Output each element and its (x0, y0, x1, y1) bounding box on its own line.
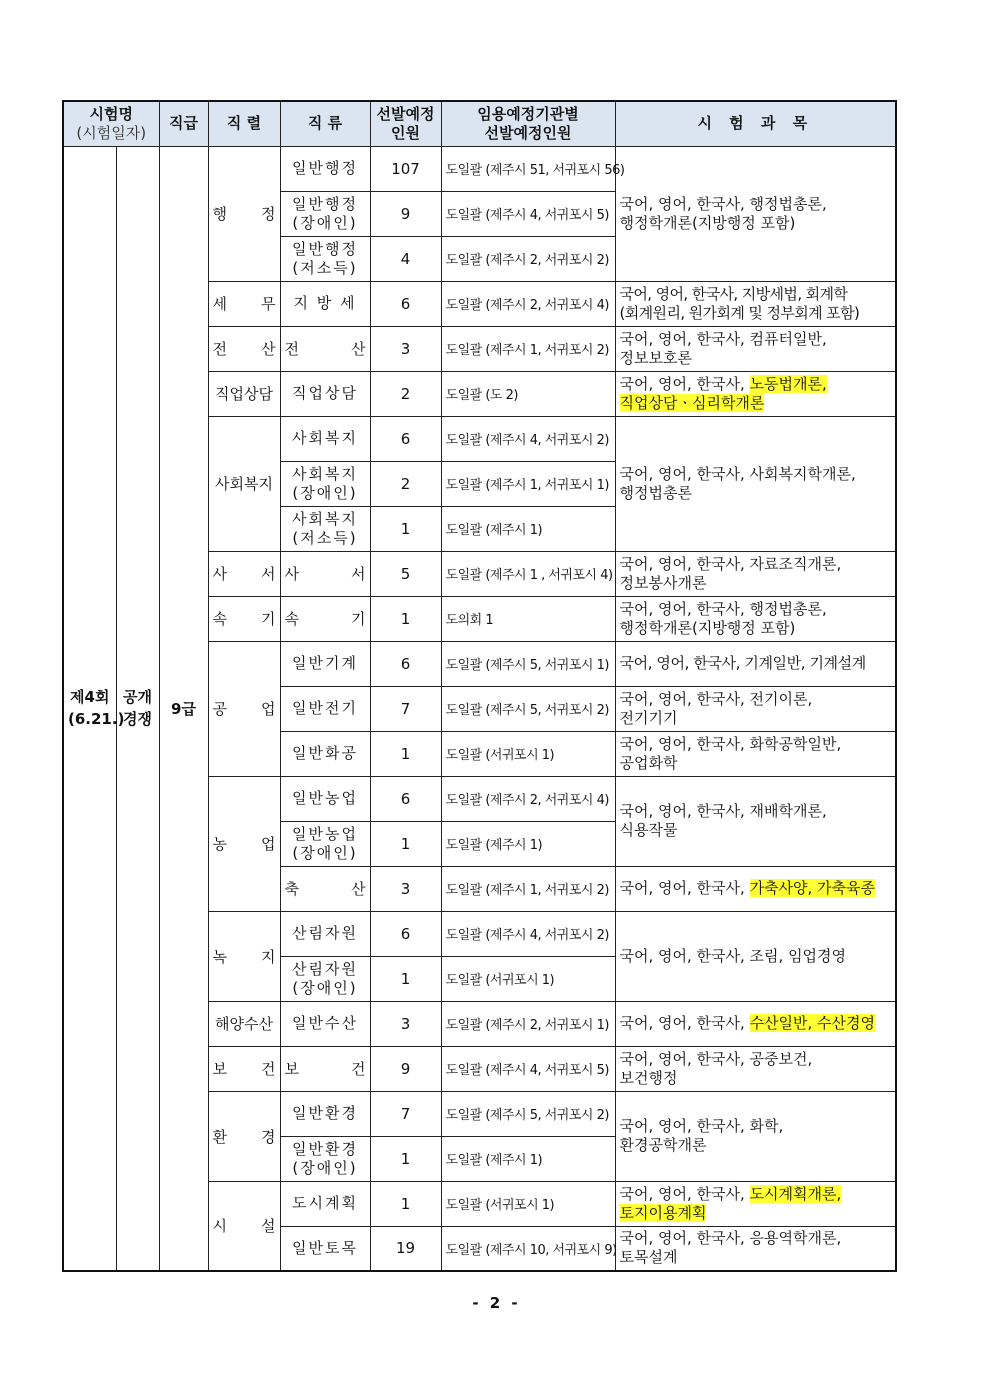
table-row (63, 146, 896, 191)
exam-name: 제4회 (6.21.) (63, 146, 116, 1271)
highlighted-subject: 노동법개론, (749, 374, 827, 393)
agency-cell: 도일괄 (제주시 1, 서귀포시 1) (441, 461, 615, 506)
series-saseo: 사 서 (208, 551, 280, 596)
agency-cell: 도일괄 (제주시 4, 서귀포시 5) (441, 191, 615, 236)
series-bokji: 사회복지 (208, 416, 280, 551)
subjects-nokji: 국어, 영어, 한국사, 조림, 임업경영 (615, 911, 896, 1001)
exam-type: 공개 경쟁 (116, 146, 159, 1271)
subjects-susan (615, 1001, 896, 1046)
rank-cell: 일반화공 (280, 731, 370, 776)
page-number: - 2 - (472, 1294, 521, 1312)
rank-cell: 일반토목 (280, 1226, 370, 1271)
rank-cell: 축 산 (280, 866, 370, 911)
rank-cell: 일반행정 (280, 146, 370, 191)
agency-cell: 도일괄 (제주시 4, 서귀포시 2) (441, 911, 615, 956)
count-cell: 6 (370, 641, 441, 686)
rank-cell: 보 건 (280, 1046, 370, 1091)
count-cell: 2 (370, 371, 441, 416)
count-cell: 3 (370, 1001, 441, 1046)
subjects-hwangyeong: 국어, 영어, 한국사, 화학, 환경공학개론 (615, 1091, 896, 1181)
agency-cell: 도일괄 (서귀포시 1) (441, 1181, 615, 1226)
agency-cell: 도일괄 (제주시 1, 서귀포시 2) (441, 866, 615, 911)
agency-cell: 도일괄 (도 2) (441, 371, 615, 416)
count-cell: 9 (370, 191, 441, 236)
header-series: 직 렬 (208, 101, 280, 146)
header-subjects: 시 험 과 목 (615, 101, 896, 146)
count-cell: 1 (370, 1181, 441, 1226)
series-haengjeong: 행 정 (208, 146, 280, 281)
rank-cell: 산림자원 (장애인) (280, 956, 370, 1001)
subjects-hwagong: 국어, 영어, 한국사, 화학공학일반, 공업화학 (615, 731, 896, 776)
series-haeyang: 해양수산 (208, 1001, 280, 1046)
rank-cell: 산림자원 (280, 911, 370, 956)
header-planned-count: 선발예정 인원 (370, 101, 441, 146)
count-cell: 1 (370, 956, 441, 1001)
rank-cell: 지 방 세 (280, 281, 370, 326)
count-cell: 6 (370, 416, 441, 461)
agency-cell: 도일괄 (제주시 5, 서귀포시 2) (441, 1091, 615, 1136)
series-bogeon: 보 건 (208, 1046, 280, 1091)
count-cell: 1 (370, 506, 441, 551)
highlighted-subject: 수산일반, 수산경영 (749, 1014, 876, 1032)
agency-cell: 도일괄 (제주시 5, 서귀포시 2) (441, 686, 615, 731)
rank-cell: 사회복지 (280, 416, 370, 461)
count-cell: 2 (370, 461, 441, 506)
rank-cell: 일반농업 (280, 776, 370, 821)
rank-cell: 일반환경 (장애인) (280, 1136, 370, 1181)
rank-cell: 일반수산 (280, 1001, 370, 1046)
series-siseol: 시 설 (208, 1181, 280, 1271)
rank-cell: 전 산 (280, 326, 370, 371)
rank-cell: 일반행정 (저소득) (280, 236, 370, 281)
agency-cell: 도의회 1 (441, 596, 615, 641)
count-cell: 1 (370, 731, 441, 776)
rank-cell: 직업상담 (280, 371, 370, 416)
rank-cell: 일반농업 (장애인) (280, 821, 370, 866)
agency-cell: 도일괄 (제주시 2, 서귀포시 1) (441, 1001, 615, 1046)
series-gongeop: 공 업 (208, 641, 280, 776)
agency-cell: 도일괄 (제주시 2, 서귀포시 4) (441, 281, 615, 326)
subjects-semu: 국어, 영어, 한국사, 지방세법, 회계학 (회계원리, 원가회계 및 정부회계 포함) (615, 281, 896, 326)
count-cell: 3 (370, 866, 441, 911)
subjects-bogeon: 국어, 영어, 한국사, 공중보건, 보건행정 (615, 1046, 896, 1091)
series-nokji: 녹 지 (208, 911, 280, 1001)
rank-cell: 도시계획 (280, 1181, 370, 1226)
count-cell: 7 (370, 686, 441, 731)
subjects-jeonsan: 국어, 영어, 한국사, 컴퓨터일반, 정보보호론 (615, 326, 896, 371)
rank-cell: 일반기계 (280, 641, 370, 686)
series-jigeop: 직업상담 (208, 371, 280, 416)
agency-cell: 도일괄 (제주시 10, 서귀포시 9) (441, 1226, 615, 1271)
rank-cell: 사회복지 (장애인) (280, 461, 370, 506)
rank-cell: 일반환경 (280, 1091, 370, 1136)
subjects-tomok: 국어, 영어, 한국사, 응용역학개론, 토목설계 (615, 1226, 896, 1271)
subjects-bokji: 국어, 영어, 한국사, 사회복지학개론, 행정법총론 (615, 416, 896, 551)
series-nongeop: 농 업 (208, 776, 280, 911)
agency-cell: 도일괄 (제주시 1, 서귀포시 2) (441, 326, 615, 371)
subjects-text: 국어, 영어, 한국사, (619, 1184, 750, 1203)
count-cell: 5 (370, 551, 441, 596)
header-rank: 직 류 (280, 101, 370, 146)
agency-cell: 도일괄 (제주시 2, 서귀포시 4) (441, 776, 615, 821)
subjects-haengjeong: 국어, 영어, 한국사, 행정법총론, 행정학개론(지방행정 포함) (615, 146, 896, 281)
subjects-jeongi: 국어, 영어, 한국사, 전기이론, 전기기기 (615, 686, 896, 731)
count-cell: 1 (370, 1136, 441, 1181)
agency-cell: 도일괄 (제주시 1) (441, 506, 615, 551)
agency-cell: 도일괄 (서귀포시 1) (441, 956, 615, 1001)
agency-cell: 도일괄 (서귀포시 1) (441, 731, 615, 776)
agency-cell: 도일괄 (제주시 51, 서귀포시 56) (441, 146, 615, 191)
rank-cell: 일반행정 (장애인) (280, 191, 370, 236)
count-cell: 9 (370, 1046, 441, 1091)
highlighted-subject: 토지이용계획 (619, 1203, 707, 1222)
agency-cell: 도일괄 (제주시 1) (441, 821, 615, 866)
subjects-text: 국어, 영어, 한국사, (619, 374, 750, 393)
count-cell: 19 (370, 1226, 441, 1271)
count-cell: 1 (370, 596, 441, 641)
agency-cell: 도일괄 (제주시 1) (441, 1136, 615, 1181)
rank-cell: 사회복지 (저소득) (280, 506, 370, 551)
header-exam (63, 101, 159, 146)
agency-cell: 도일괄 (제주시 2, 서귀포시 2) (441, 236, 615, 281)
count-cell: 6 (370, 776, 441, 821)
agency-cell: 도일괄 (제주시 1 , 서귀포시 4) (441, 551, 615, 596)
rank-cell: 속 기 (280, 596, 370, 641)
highlighted-subject: 직업상담ㆍ심리학개론 (619, 393, 765, 412)
agency-cell: 도일괄 (제주시 4, 서귀포시 2) (441, 416, 615, 461)
subjects-dosi (615, 1181, 896, 1226)
count-cell: 3 (370, 326, 441, 371)
rank-cell: 사 서 (280, 551, 370, 596)
exam-grade: 9급 (159, 146, 208, 1271)
series-jeonsan: 전 산 (208, 326, 280, 371)
header-agency-count: 임용예정기관별 선발예정인원 (441, 101, 615, 146)
subjects-chuksan (615, 866, 896, 911)
count-cell: 4 (370, 236, 441, 281)
highlighted-subject: 가축사양, 가축육종 (749, 879, 876, 897)
count-cell: 107 (370, 146, 441, 191)
count-cell: 6 (370, 911, 441, 956)
subjects-jigeop (615, 371, 896, 416)
subjects-text: 국어, 영어, 한국사, (619, 1014, 750, 1032)
header-grade: 직급 (159, 101, 208, 146)
count-cell: 1 (370, 821, 441, 866)
agency-cell: 도일괄 (제주시 4, 서귀포시 5) (441, 1046, 615, 1091)
header-exam-date: (시험일자) (76, 123, 147, 142)
rank-cell: 일반전기 (280, 686, 370, 731)
subjects-gigye: 국어, 영어, 한국사, 기계일반, 기계설계 (615, 641, 896, 686)
header-exam-name: 시험명 (89, 104, 133, 123)
series-semu: 세 무 (208, 281, 280, 326)
highlighted-subject: 도시계획개론, (749, 1184, 842, 1203)
series-hwangyeong: 환 경 (208, 1091, 280, 1181)
header-row (63, 101, 896, 146)
subjects-sokgi: 국어, 영어, 한국사, 행정법총론, 행정학개론(지방행정 포함) (615, 596, 896, 641)
subjects-text: 국어, 영어, 한국사, (619, 879, 750, 897)
subjects-saseo: 국어, 영어, 한국사, 자료조직개론, 정보봉사개론 (615, 551, 896, 596)
series-sokgi: 속 기 (208, 596, 280, 641)
count-cell: 6 (370, 281, 441, 326)
recruitment-table (62, 100, 897, 1272)
count-cell: 7 (370, 1091, 441, 1136)
agency-cell: 도일괄 (제주시 5, 서귀포시 1) (441, 641, 615, 686)
subjects-nongeop: 국어, 영어, 한국사, 재배학개론, 식용작물 (615, 776, 896, 866)
